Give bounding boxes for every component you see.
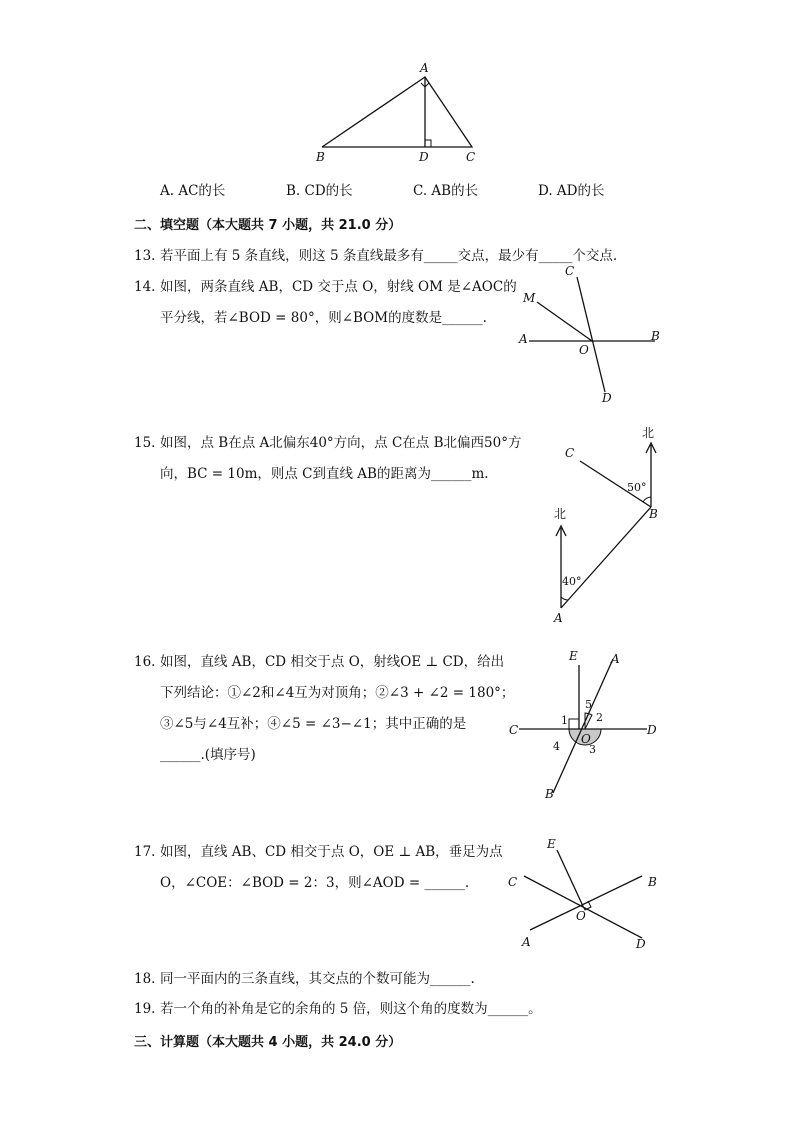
q12-triangle-figure <box>310 58 490 168</box>
q16-label-a: A <box>611 652 620 666</box>
q12-label-d: D <box>419 150 429 164</box>
q16-line4: ______.(填序号) <box>160 747 256 763</box>
q19-number: 19. <box>134 1001 156 1017</box>
q16-label-c: C <box>509 723 519 737</box>
q15-number: 15. <box>134 435 156 451</box>
q14-label-o: O <box>579 343 589 357</box>
q14-label-m: M <box>523 291 536 305</box>
q12-label-c: C <box>466 150 476 164</box>
q15-north-a: 北 <box>554 507 567 521</box>
q17-label-b: B <box>648 875 657 889</box>
q16-number: 16. <box>134 654 156 670</box>
q18-text: 同一平面内的三条直线，其交点的个数可能为______. <box>160 971 475 987</box>
q16-angle-3: 3 <box>589 743 596 756</box>
q17-label-d: D <box>636 937 646 951</box>
q14-label-d: D <box>602 391 612 405</box>
q17-line1: 如图，直线 AB、CD 相交于点 O，OE ⊥ AB，垂足为点 <box>160 844 503 860</box>
q13-text: 若平面上有 5 条直线，则这 5 条直线最多有_____交点，最少有_____个交点. <box>160 248 618 264</box>
q17-figure <box>502 830 667 955</box>
q12-label-a: A <box>420 61 429 75</box>
q16-angle-5: 5 <box>585 698 592 711</box>
q16-line2: 下列结论：①∠2和∠4互为对顶角；②∠3 + ∠2 = 180°； <box>160 685 515 701</box>
q14-number: 14. <box>134 279 156 295</box>
q17-label-c: C <box>508 875 518 889</box>
q12-option-c: C. AB的长 <box>413 183 479 199</box>
q12-option-a: A. AC的长 <box>160 183 226 199</box>
q19-text: 若一个角的补角是它的余角的 5 倍，则这个角的度数为______。 <box>160 1001 542 1017</box>
q16-label-o: O <box>581 732 591 746</box>
q12-option-b: B. CD的长 <box>286 183 353 199</box>
q16-label-b: B <box>545 787 554 801</box>
q14-label-b: B <box>651 329 660 343</box>
q14-label-c: C <box>565 264 575 278</box>
q16-figure <box>505 645 665 805</box>
q16-angle-2: 2 <box>596 711 603 724</box>
q15-angle-40: 40° <box>562 575 582 588</box>
q16-line1: 如图，直线 AB，CD 相交于点 O，射线OE ⊥ CD，给出 <box>160 654 505 670</box>
q13-number: 13. <box>134 248 156 264</box>
q15-angle-50: 50° <box>627 481 647 494</box>
q14-line2: 平分线，若∠BOD = 80°，则∠BOM的度数是______. <box>160 310 487 326</box>
q15-label-c: C <box>565 446 575 460</box>
q15-north-b: 北 <box>642 426 655 440</box>
q16-line3: ③∠5与∠4互补；④∠5 = ∠3−∠1；其中正确的是 <box>160 716 467 732</box>
q17-label-a: A <box>522 935 531 949</box>
q15-line2: 向，BC = 10m，则点 C到直线 AB的距离为______m. <box>160 466 489 482</box>
q17-number: 17. <box>134 844 156 860</box>
q14-figure <box>515 262 665 407</box>
q15-label-a: A <box>554 611 563 625</box>
q15-figure <box>545 425 675 630</box>
q14-label-a: A <box>519 332 528 346</box>
q14-line1: 如图，两条直线 AB，CD 交于点 O，射线 OM 是∠AOC的 <box>160 279 517 295</box>
q15-label-b: B <box>649 507 658 521</box>
q17-label-e: E <box>547 837 556 851</box>
section-2-title: 二、填空题（本大题共 7 小题，共 21.0 分） <box>134 218 402 233</box>
q16-label-e: E <box>569 649 578 663</box>
q16-angle-1: 1 <box>561 714 568 727</box>
q16-angle-4: 4 <box>553 740 560 753</box>
q12-label-b: B <box>316 150 325 164</box>
q16-label-d: D <box>647 723 657 737</box>
q15-line1: 如图，点 B在点 A北偏东40°方向，点 C在点 B北偏西50°方 <box>160 435 522 451</box>
q12-option-d: D. AD的长 <box>538 183 605 199</box>
q18-number: 18. <box>134 971 156 987</box>
q17-label-o: O <box>576 909 586 923</box>
section-3-title: 三、计算题（本大题共 4 小题，共 24.0 分） <box>134 1035 402 1050</box>
q17-line2: O，∠COE：∠BOD = 2：3，则∠AOD = ______. <box>160 875 470 891</box>
